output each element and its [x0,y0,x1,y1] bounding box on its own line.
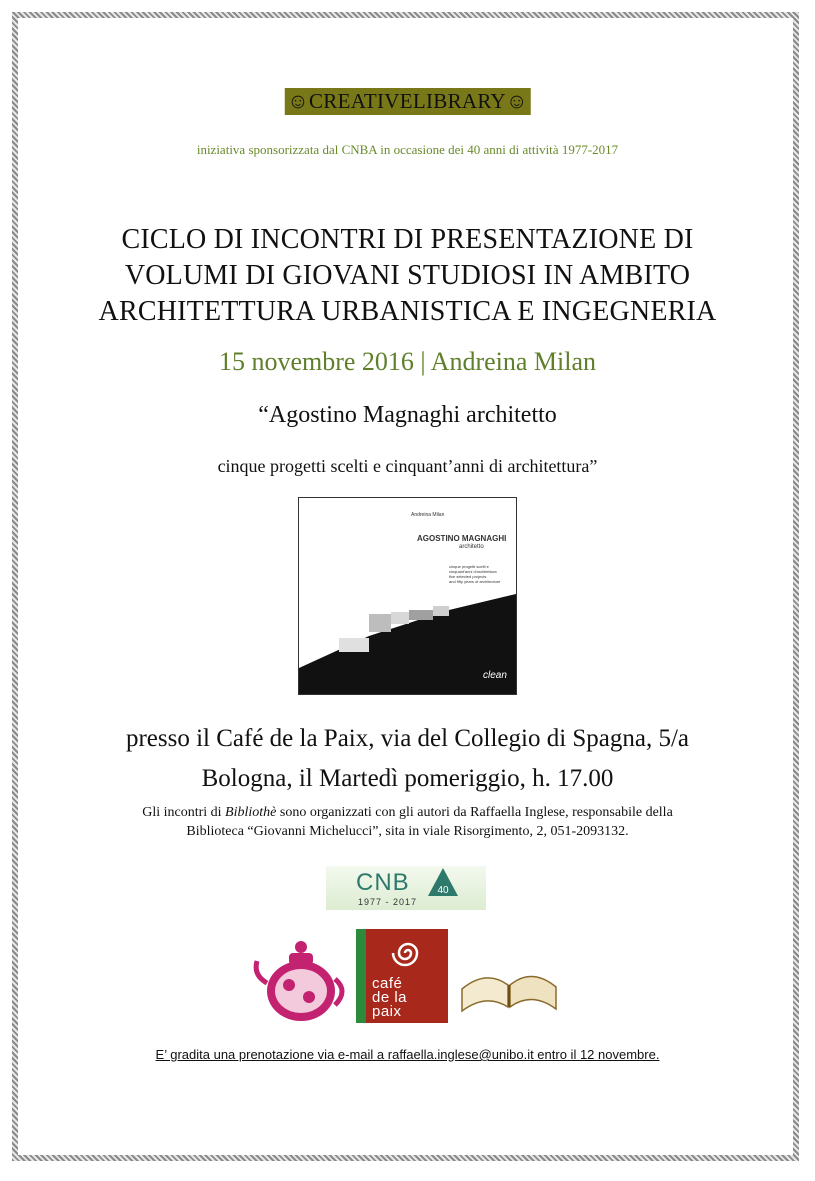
cnb-logo-text: CNB [356,869,410,896]
cafe-logo-name: café de la paix [372,975,408,1020]
cover-artwork [299,498,516,694]
cover-blurb: cinque progetti scelti e cinquant'anni d'architettura five selected projects and fifty years of architecture [449,564,501,584]
cover-author: Andreina Milan [411,512,445,518]
bibliothe-name: Bibliothè [225,805,277,820]
cover-subtitle: architetto [459,544,484,550]
cnb-40-badge [428,868,458,898]
sponsor-line: iniziativa sponsorizzata dal CNBA in occasione dei 40 anni di attività 1977-2017 [196,142,619,157]
cover-publisher: clean [483,670,507,681]
event-date-author: 15 novembre 2016 | Andreina Milan [218,347,597,376]
spiral-icon [388,935,428,971]
cnb-years: 1977 - 2017 [358,897,418,907]
book-cover-image [298,497,517,695]
organizer-notes: Gli incontri di Bibliothè sono organizzati con gli autori da Raffaella Inglese, responsabile della Biblioteca “Giovanni Michelucci”, sita in viale Risorgimento, 2, 051-2093132. [142,805,673,839]
teapot-image [253,935,349,1025]
reservation-note: E’ gradita una prenotazione via e-mail a raffaella.inglese@unibo.it entro il 12 novembre. [155,1047,660,1062]
venue-info [0,719,815,799]
title-line-3: ARCHITETTURA URBANISTICA E INGEGNERIA [98,296,717,327]
book-title: “Agostino Magnaghi architetto [258,402,557,428]
svg-text:40: 40 [437,885,449,896]
book-subtitle: cinque progetti scelti e cinquant’anni di architettura” [217,456,598,476]
title-line-2: VOLUMI DI GIOVANI STUDIOSI IN AMBITO [124,260,691,291]
creative-library-banner: ☺CREATIVELIBRARY☺ [284,88,531,115]
venue-line-1: presso il Café de la Paix, via del Collegio di Spagna, 5/a [125,725,690,752]
title-line-1: CICLO DI INCONTRI DI PRESENTAZIONE DI [121,224,694,255]
cover-title: AGOSTINO MAGNAGHI [417,534,507,543]
page-title [0,222,815,330]
cnba-logo [326,866,486,910]
cafe-logo-strip [356,929,366,1023]
venue-line-2: Bologna, il Martedì pomeriggio, h. 17.00 [201,765,614,792]
open-book-image [456,947,562,1017]
cafe-de-la-paix-logo [356,929,448,1023]
